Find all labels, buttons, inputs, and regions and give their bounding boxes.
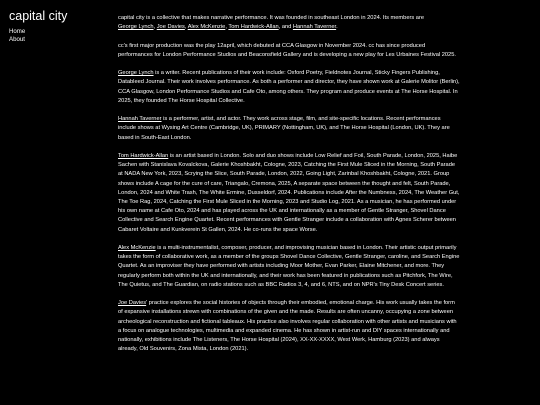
bio-text: is a multi-instrumentalist, composer, producer, and improvising musician based in London. Their artistic output primarily takes the form of collaborative work, as a member of the groups Shovel Dance Collective, Gentle Stranger, caroline, and Search Engine Quartet. As an improviser they have performed with artists including Moor Mother, Evan Parker, Elaine Mitchener, and more. They regularly perform both within the UK and internationally, and their work has been featured in publications such as Pitchfork, The Wire, The Quietus, and The Guardian, on radio stations such as BBC Radios 3, 4, and 6, NTS, and on NPR's Tiny Desk Concert series.	[118, 245, 460, 288]
member-link-alex-mckenzie[interactable]: Alex McKenzie	[187, 24, 226, 31]
separator: , and	[278, 24, 293, 31]
separator: ,	[184, 24, 188, 31]
main-content	[118, 14, 460, 364]
bio-tom-hardwick-allan	[118, 152, 460, 235]
bio-text: is a performer, artist, and actor. They work across stage, film, and site-specific locations. Recent performances include shows at Wysing Art Centre (Cambridge, UK), PRIMARY (Nottingham, UK), and The Horse Hospital (London, UK). They are based in South-East London.	[118, 116, 450, 141]
bio-text: is an artist based in London. Solo and duo shows include Low Relief and Foil, South Parade, London, 2025, Haibe Sachen with Stanislava Kovalckova, Galerie Khoshbakht, Cologne, 2023, Catching the First Mule Sliced in the Morning, South Parade at NADA New York, 2023, Scrying the Slice, South Parade, London, 2022, Going Light, Zarinbal Khoshbakht, Cologne, 2021. Group shows include A cage for the cure of care, Triangalo, Cremona, 2025, A separate space between the thought and felt, South Parade, London, 2024 and White Trash, The White Ermine, Dusseldorf, 2024. Publications include After the Numbness, 2024, The Weather Gut, The Toe Rag, 2024, Catching the First Mule Sliced in the Morning, 2023 and Studio Log, 2021. As a musician, he has performed under his own name at Cafe Oto, 2024 and has played across the UK and internationally as a member of Gentle Stranger, Shovel Dance Collective and Search Engine Quartet. Recent performances with Gentle Stranger include a collaboration with Agnes Scherer between Cabaret Voltaire and Kunkverein St Gallen, 2024. He co-runs the space Worse.	[118, 152, 460, 233]
bio-name-link[interactable]: Tom Hardwick-Allan	[118, 152, 169, 159]
bio-joe-davies	[118, 299, 460, 354]
bio-george-lynch	[118, 69, 460, 106]
nav-link-home[interactable]: Home	[9, 28, 26, 35]
member-link-hannah-taverner[interactable]: Hannah Taverner	[292, 24, 337, 31]
sidebar	[9, 9, 109, 43]
intro-paragraph	[118, 14, 460, 32]
site-title[interactable]: capital city	[9, 9, 68, 23]
bio-alex-mckenzie	[118, 244, 460, 290]
member-link-tom-hardwick-allan[interactable]: Tom Hardwick-Allan	[228, 24, 279, 31]
intro-end: .	[336, 24, 338, 31]
bio-text: ' practice explores the social histories of objects through their embodied, emotional charge. His work usually takes the form of expansive installations strewn with combinations of the given and the made. Results are often uncanny, occupying a zone between archeological reconstruction and fictional tableaux. His practice also involves regular collaboration with other artists and musicians with a focus on analogue technologies, multimedia and expanded cinema. He has shown in artist-run and DIY spaces internationally and nationally, exhibitions include The Listeners, The Horse Hospital (2024), XX-XX-XXXX, West Werk, Hamburg (2023) and always already, Old Souvenirs, Zona Mista, London (2021).	[118, 300, 457, 353]
bio-name-link[interactable]: Hannah Taverner	[118, 116, 162, 123]
separator: ,	[225, 24, 229, 31]
project-paragraph: cc's first major production was the play 12april, which debuted at CCA Glasgow in November 2024. cc has since produced performances for London Performance Studios and Beaconsfield Gallery and is developing a new play for Les Urbaines Festival 2025.	[118, 42, 456, 58]
intro-text: capital city is a collective that makes narrative performance. It was founded in southeast London in 2024. Its members are	[118, 15, 425, 21]
bio-name-link[interactable]: George Lynch	[118, 70, 154, 77]
member-link-joe-davies[interactable]: Joe Davies	[156, 24, 185, 31]
nav-link-about[interactable]: About	[9, 35, 25, 43]
member-link-george-lynch[interactable]: George Lynch	[118, 24, 154, 31]
bio-text: is a writer. Recent publications of their work include: Oxford Poetry, Fieldnotes Journal, Sticky Fingers Publishing, Datableed Journal. Their work involves performance. As both a performer and director, they have shown work at Galerie Molitor (Berlin), CCA Glasgow, London Performance Studios and Cafe Oto, among others. They program and produce events at The Horse Hospital. In 2025, they founded The Horse Hospital Collective.	[118, 70, 460, 104]
bio-hannah-taverner	[118, 115, 460, 143]
bio-name-link[interactable]: Joe Davies	[118, 300, 147, 307]
bio-name-link[interactable]: Alex McKenzie	[118, 245, 156, 251]
separator: ,	[153, 24, 157, 31]
